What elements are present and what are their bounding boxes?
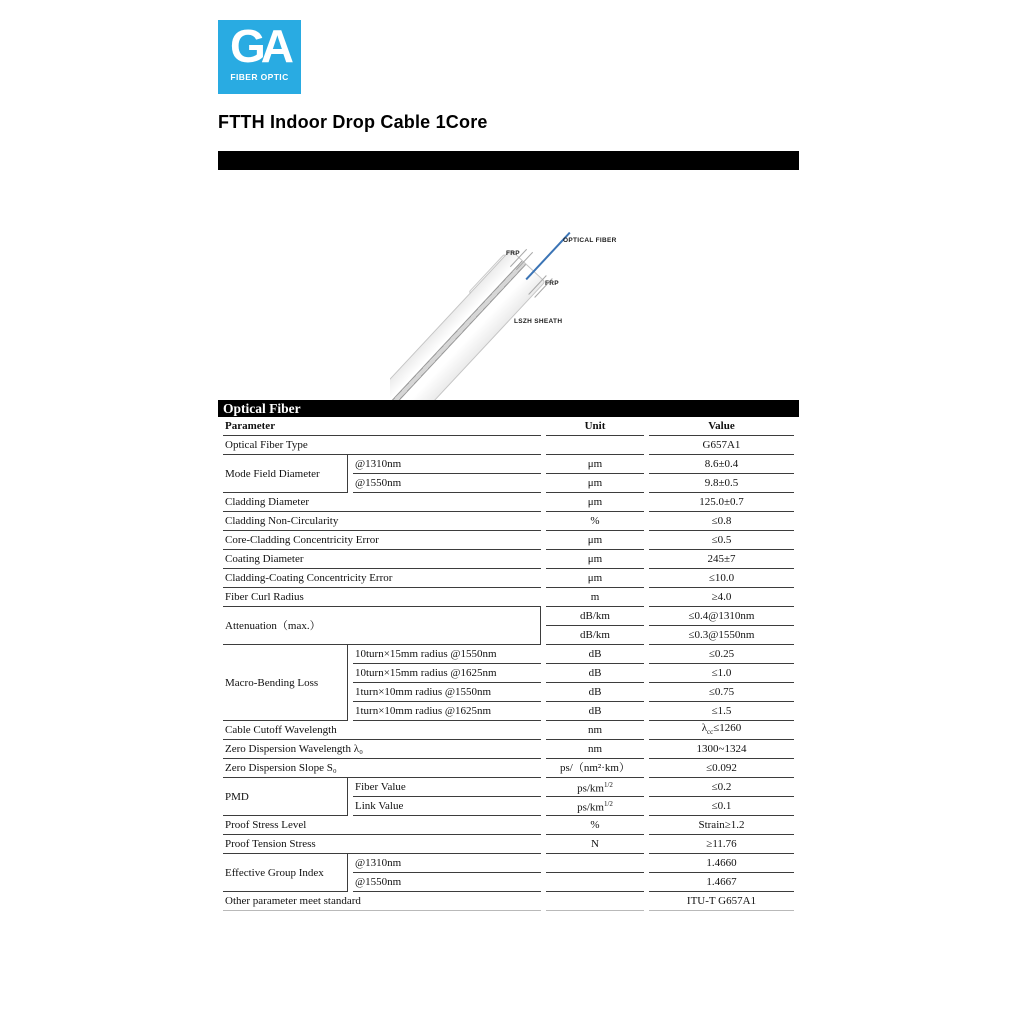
frp-label-left: FRP [506, 250, 520, 257]
table-cell: ≤0.5 [649, 531, 794, 550]
spec-table-body [223, 436, 794, 911]
table-cell: ps/（nm²·km） [546, 759, 644, 778]
table-cell: dB/km [546, 626, 644, 645]
table-cell: m [546, 588, 644, 607]
table-row [223, 645, 794, 664]
table-row [223, 512, 794, 531]
table-cell: ≤0.3@1550nm [649, 626, 794, 645]
table-cell: Zero Dispersion Slope S₀ [223, 759, 541, 778]
table-cell: ≤0.092 [649, 759, 794, 778]
table-row [223, 550, 794, 569]
table-cell: @1310nm [353, 455, 541, 474]
table-cell: μm [546, 531, 644, 550]
table-cell: Fiber Value [353, 778, 541, 797]
cable-stripe [390, 261, 526, 400]
table-cell: Attenuation（max.） [223, 607, 541, 645]
table-cell: ≤0.4@1310nm [649, 607, 794, 626]
table-cell: 1.4660 [649, 854, 794, 873]
table-cell: ≤0.25 [649, 645, 794, 664]
table-cell [546, 892, 644, 911]
table-row [223, 531, 794, 550]
lszh-sheath-label: LSZH SHEATH [514, 318, 563, 325]
table-row [223, 778, 794, 797]
table-row [223, 569, 794, 588]
table-cell: ITU-T G657A1 [649, 892, 794, 911]
table-cell: Mode Field Diameter [223, 455, 348, 493]
table-cell: Cladding Diameter [223, 493, 541, 512]
table-cell [546, 873, 644, 892]
table-cell: 245±7 [649, 550, 794, 569]
table-cell: Core-Cladding Concentricity Error [223, 531, 541, 550]
column-header-unit: Unit [546, 417, 644, 436]
table-cell: ≤0.2 [649, 778, 794, 797]
table-cell: nm [546, 740, 644, 759]
table-cell: Coating Diameter [223, 550, 541, 569]
table-cell: ≤1.5 [649, 702, 794, 721]
table-cell: N [546, 835, 644, 854]
table-cell: ≥11.76 [649, 835, 794, 854]
table-cell: ≤0.8 [649, 512, 794, 531]
section-header-bar [218, 400, 799, 417]
divider-bar [218, 151, 799, 170]
table-cell: Cladding-Coating Concentricity Error [223, 569, 541, 588]
table-cell: G657A1 [649, 436, 794, 455]
table-cell: μm [546, 474, 644, 493]
table-cell: dB [546, 683, 644, 702]
table-row [223, 493, 794, 512]
table-cell: dB [546, 702, 644, 721]
table-cell: 10turn×15mm radius @1550nm [353, 645, 541, 664]
table-cell: 9.8±0.5 [649, 474, 794, 493]
table-cell: $ps/km^{1/2}$ [546, 797, 644, 816]
cable-diagram [390, 228, 625, 400]
brand-logo-subtext: FIBER OPTIC [230, 72, 289, 82]
table-cell: Cable Cutoff Wavelength [223, 721, 541, 740]
table-row [223, 854, 794, 873]
table-cell: 125.0±0.7 [649, 493, 794, 512]
table-cell: Proof Tension Stress [223, 835, 541, 854]
table-cell: μm [546, 569, 644, 588]
table-cell: Effective Group Index [223, 854, 348, 892]
table-cell: % [546, 816, 644, 835]
table-cell: $\lambda_{cc}\le 1260$ [649, 721, 794, 740]
optical-fiber-label: OPTICAL FIBER [563, 237, 617, 244]
column-header-parameter: Parameter [223, 417, 541, 436]
table-cell: @1550nm [353, 873, 541, 892]
table-cell [546, 436, 644, 455]
table-row [223, 436, 794, 455]
table-header-row [223, 417, 794, 436]
table-row [223, 892, 794, 911]
table-row [223, 721, 794, 740]
section-title: Optical Fiber [223, 401, 301, 416]
table-row [223, 588, 794, 607]
table-cell: 1.4667 [649, 873, 794, 892]
table-cell: μm [546, 455, 644, 474]
table-cell: Cladding Non-Circularity [223, 512, 541, 531]
table-cell: Proof Stress Level [223, 816, 541, 835]
table-cell: 1turn×10mm radius @1625nm [353, 702, 541, 721]
table-row [223, 455, 794, 474]
page-title: FTTH Indoor Drop Cable 1Core [218, 112, 488, 132]
table-cell: @1310nm [353, 854, 541, 873]
table-cell: Other parameter meet standard [223, 892, 541, 911]
brand-logo-text: GA [230, 20, 289, 72]
table-cell: PMD [223, 778, 348, 816]
table-cell: % [546, 512, 644, 531]
table-cell: μm [546, 550, 644, 569]
table-cell: Link Value [353, 797, 541, 816]
table-cell: 1300~1324 [649, 740, 794, 759]
table-cell: ≤0.75 [649, 683, 794, 702]
table-cell: 1turn×10mm radius @1550nm [353, 683, 541, 702]
table-cell: ≤10.0 [649, 569, 794, 588]
table-cell: dB/km [546, 607, 644, 626]
table-row [223, 759, 794, 778]
table-cell: nm [546, 721, 644, 740]
table-cell: ≤0.1 [649, 797, 794, 816]
table-cell: Fiber Curl Radius [223, 588, 541, 607]
table-cell: ≤1.0 [649, 664, 794, 683]
table-cell: Macro-Bending Loss [223, 645, 348, 721]
table-row [223, 816, 794, 835]
spec-table [218, 417, 799, 911]
column-header-value: Value [649, 417, 794, 436]
brand-logo [218, 20, 301, 94]
table-cell: 10turn×15mm radius @1625nm [353, 664, 541, 683]
table-cell: dB [546, 645, 644, 664]
table-cell: ≥4.0 [649, 588, 794, 607]
table-row [223, 835, 794, 854]
table-cell: Zero Dispersion Wavelength λ₀ [223, 740, 541, 759]
table-cell: dB [546, 664, 644, 683]
table-row [223, 607, 794, 626]
table-cell [546, 854, 644, 873]
table-cell: @1550nm [353, 474, 541, 493]
frp-label-right: FRP [545, 280, 559, 287]
table-cell: Optical Fiber Type [223, 436, 541, 455]
table-cell: μm [546, 493, 644, 512]
table-row [223, 740, 794, 759]
table-cell: Strain≥1.2 [649, 816, 794, 835]
table-cell: $ps/km^{1/2}$ [546, 778, 644, 797]
table-cell: 8.6±0.4 [649, 455, 794, 474]
